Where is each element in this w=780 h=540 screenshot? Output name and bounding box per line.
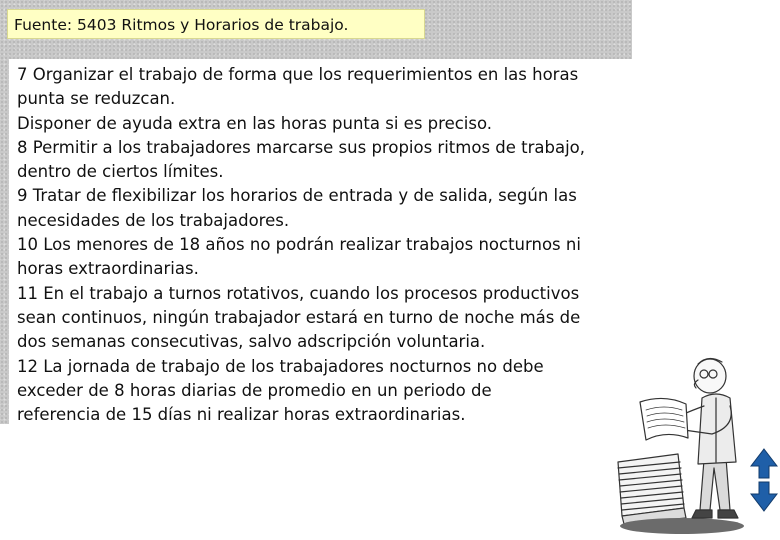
text-line: dos semanas consecutivas, salvo adscripción voluntaria. (17, 332, 486, 352)
recommendations-text (17, 63, 637, 427)
text-line: sean continuos, ningún trabajador estará en turno de noche más de (17, 307, 581, 327)
scroll-down-arrow-icon (751, 482, 777, 511)
text-line: 12 La jornada de trabajo de los trabajadores nocturnos no debe (17, 356, 544, 376)
text-line: 11 En el trabajo a turnos rotativos, cuando los procesos productivos (17, 283, 580, 303)
source-label-box (7, 9, 425, 39)
text-line: 10 Los menores de 18 años no podrán realizar trabajos nocturnos ni (17, 235, 581, 255)
text-line: punta se reduzcan. (17, 89, 176, 109)
text-line: Disponer de ayuda extra en las horas punta si es preciso. (17, 113, 493, 133)
scroll-up-arrow-icon (751, 449, 777, 478)
up-down-arrows-icon[interactable] (750, 448, 778, 512)
text-line: exceder de 8 horas diarias de promedio en un periodo de (17, 380, 492, 400)
content-panel (9, 59, 632, 424)
text-line: necesidades de los trabajadores. (17, 210, 290, 230)
text-line: horas extraordinarias. (17, 259, 199, 279)
text-line: 8 Permitir a los trabajadores marcarse sus propios ritmos de trabajo, (17, 137, 586, 157)
person-reading-papers-icon (612, 350, 758, 540)
text-line: referencia de 15 días ni realizar horas extraordinarias. (17, 405, 466, 425)
text-line: dentro de ciertos límites. (17, 162, 224, 182)
text-line: 7 Organizar el trabajo de forma que los requerimientos en las horas (17, 65, 579, 84)
text-line: 9 Tratar de flexibilizar los horarios de entrada y de salida, según las (17, 186, 577, 206)
source-label: Fuente: 5403 Ritmos y Horarios de trabajo. (14, 16, 349, 34)
paper-stack-icon (618, 454, 686, 524)
